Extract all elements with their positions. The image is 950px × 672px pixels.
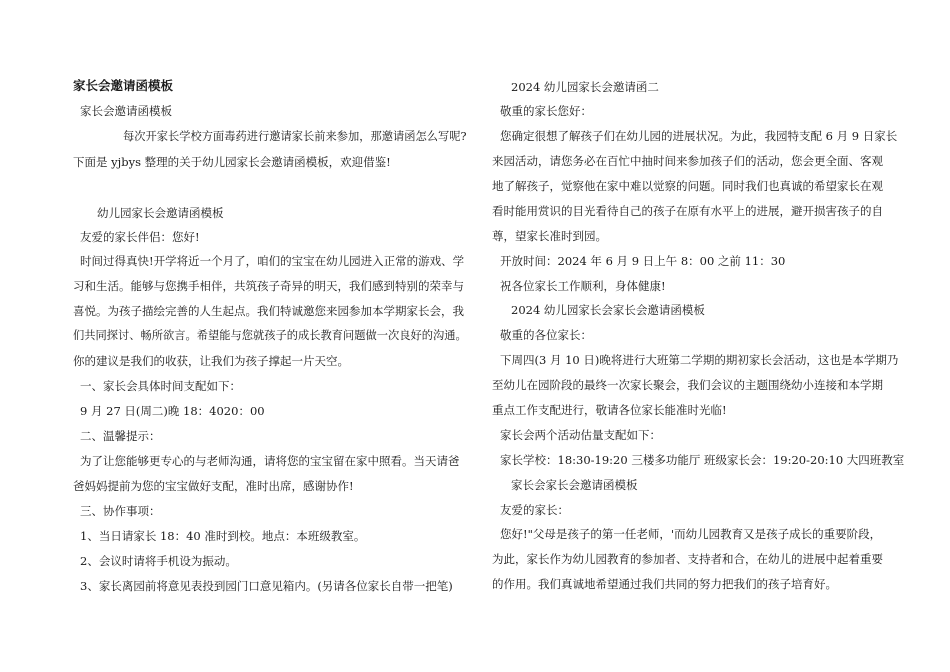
paragraph-line: 们共同探讨、畅所欲言。希望能与您就孩子的成长教育问题做一次良好的沟通。 bbox=[73, 329, 467, 342]
section-heading: 家长会家长会邀请函模板 bbox=[511, 478, 638, 492]
salutation: 友爱的家长： bbox=[500, 503, 569, 517]
paragraph-line: 下周四(3 月 10 日)晚将进行大班第二学期的期初家长会活动，这也是本学期乃 bbox=[500, 353, 899, 367]
intro-line-1: 每次开家长学校方面毒药进行邀请家长前来参加，那邀请函怎么写呢? bbox=[123, 130, 467, 143]
greeting: 友爱的家长伴侣：您好! bbox=[80, 230, 200, 244]
section-heading: 2024 幼儿园家长会邀请函二 bbox=[511, 80, 659, 94]
list-item-heading: 二、温馨提示： bbox=[80, 429, 161, 443]
paragraph-line: 您确定很想了解孩子们在幼儿园的进展状况。为此，我园特支配 6 月 9 日家长 bbox=[500, 129, 898, 143]
paragraph-line: 爸妈妈提前为您的宝宝做好支配，准时出席，感谢协作! bbox=[73, 479, 354, 493]
paragraph-line: 来园活动，请您务必在百忙中抽时间来参加孩子们的活动，您会更全面、客观 bbox=[492, 154, 883, 168]
open-time: 开放时间：2024 年 6 月 9 日上午 8：00 之前 11：30 bbox=[500, 254, 786, 268]
meeting-time: 9 月 27 日(周二)晚 18：4020：00 bbox=[80, 404, 265, 418]
paragraph-line: 看时能用赏识的目光看待自己的孩子在原有水平上的进展，避开损害孩子的自 bbox=[492, 204, 883, 218]
list-item: 2、会议时请将手机设为振动。 bbox=[80, 554, 237, 568]
salutation: 敬重的各位家长： bbox=[500, 328, 592, 342]
wish-line: 祝各位家长工作顺利，身体健康! bbox=[500, 279, 666, 293]
paragraph-line: 尊，望家长准时到园。 bbox=[492, 229, 607, 243]
section-title: 幼儿园家长会邀请函模板 bbox=[97, 206, 224, 220]
paragraph-line: 重点工作支配进行，敬请各位家长能准时光临! bbox=[492, 403, 727, 417]
paragraph-line: 为此，家长作为幼儿园教育的参加者、支持者和合，在幼儿的进展中起着重要 bbox=[492, 552, 883, 566]
paragraph-line: 的作用。我们真诚地希望通过我们共同的努力把我们的孩子培育好。 bbox=[492, 577, 837, 591]
section-heading: 2024 幼儿园家长会家长会邀请函模板 bbox=[511, 303, 705, 317]
list-item-heading: 一、家长会具体时间支配如下： bbox=[80, 379, 241, 393]
paragraph-line: 地了解孩子，觉察他在家中难以觉察的问题。同时我们也真诚的希望家长在观 bbox=[492, 179, 883, 193]
paragraph-line: 喜悦。为孩子描绘完善的人生起点。我们特诚邀您来园参加本学期家长会，我 bbox=[73, 304, 464, 318]
list-item: 1、当日请家长 18：40 准时到校。地点：本班级教室。 bbox=[80, 529, 366, 543]
paragraph-line: 时间过得真快!开学将近一个月了，咱们的宝宝在幼儿园进入正常的游戏、学 bbox=[80, 254, 465, 268]
intro-line-2: 下面是 yjbys 整理的关于幼儿园家长会邀请函模板，欢迎借鉴! bbox=[73, 155, 391, 169]
list-item-heading: 三、协作事项： bbox=[80, 504, 161, 518]
activities-heading: 家长会两个活动估量支配如下： bbox=[500, 428, 661, 442]
paragraph-line: 习和生活。能够与您携手相伴，共筑孩子奇异的明天，我们感到特别的荣幸与 bbox=[73, 279, 464, 293]
subtitle: 家长会邀请函模板 bbox=[80, 104, 172, 118]
paragraph-line: 至幼儿在园阶段的最终一次家长聚会，我们会议的主题围绕幼小连接和本学期 bbox=[492, 378, 883, 392]
salutation: 敬重的家长您好： bbox=[500, 104, 592, 118]
document-title: 家长会邀请函模板 bbox=[73, 78, 174, 93]
paragraph-line: 为了让您能够更专心的与老师沟通，请将您的宝宝留在家中照看。当天请爸 bbox=[80, 454, 460, 468]
list-item: 3、家长离园前将意见表投到园门口意见箱内。(另请各位家长自带一把笔) bbox=[80, 579, 453, 593]
paragraph-line: 你的建议是我们的收获，让我们为孩子撑起一片天空。 bbox=[73, 354, 349, 368]
schedule-line: 家长学校：18:30-19:20 三楼多功能厅 班级家长会：19:20-20:10 大四班教室 bbox=[500, 453, 905, 467]
paragraph-line: 您好!"父母是孩子的第一任老师，'而幼儿园教育又是孩子成长的重要阶段， bbox=[500, 527, 882, 541]
